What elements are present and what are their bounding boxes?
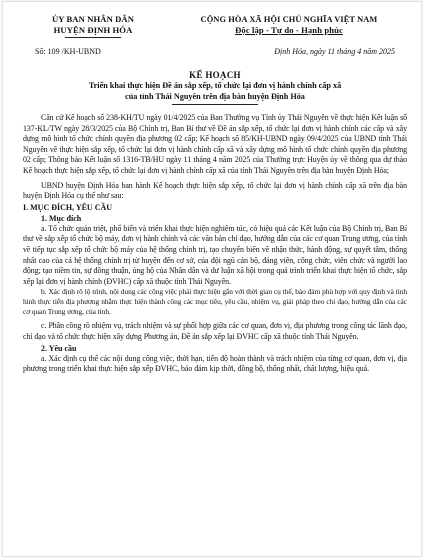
document-header xyxy=(23,14,407,38)
national-heading xyxy=(171,14,407,38)
document-body xyxy=(23,113,407,375)
document-type: KẾ HOẠCH xyxy=(189,70,241,80)
agency-district: HUYỆN ĐỊNH HÓA xyxy=(53,25,133,35)
purpose-item-c: c. Phân công rõ nhiệm vụ, trách nhiệm và sự phối hợp giữa các cơ quan, đơn vị, địa phương trong công tác lãnh đạo, chỉ đạo và tổ chức thực hiện xây dựng Phương án, Đề án sắp xếp lại ĐVHC cấp xã thuộc tỉnh Thái Nguyên. xyxy=(23,321,407,341)
subsection-requirements: 2. Yêu cầu xyxy=(41,343,77,353)
title-line-1: Triển khai thực hiện Đề án sắp xếp, tổ chức lại đơn vị hành chính cấp xã xyxy=(88,81,342,90)
requirement-item-a: a. Xác định cụ thể các nội dung công việc, thời hạn, tiến độ hoàn thành và trách nhiệm của từng cơ quan, đơn vị, địa phương trong triển khai thực hiện sắp xếp ĐVHC, bảo đảm kịp thời, đồng bộ, thống nhất, chất lượng, hiệu quả. xyxy=(23,353,407,374)
nation-name: CỘNG HÒA XÃ HỘI CHỦ NGHĨA VIỆT NAM xyxy=(200,15,378,24)
legal-basis-paragraph: Căn cứ Kế hoạch số 238-KH/TU ngày 01/4/2025 của Ban Thường vụ Tỉnh ủy Thái Nguyên về thực hiện Kết luận số 137-KL/TW ngày 28/3/2025 của Bộ Chính trị, Ban Bí thư về Đề án sắp xếp, tổ chức lại đơn vị hành chính các cấp và xây dựng mô hình tổ chức chính quyền địa phương 02 cấp; Kế hoạch số 85/KH-UBND ngày 09/4/2025 của UBND tỉnh Thái Nguyên về thực hiện sắp xếp, tổ chức lại đơn vị hành chính cấp xã và xây dựng mô hình tổ chức chính quyền địa phương 02 cấp; Thông báo Kết luận số 1316-TB/HU ngày 11 tháng 4 năm 2025 của Thường trực Huyện ủy về thông qua dự thảo Kế hoạch thực hiện sắp xếp, tổ chức lại đơn vị hành chính cấp xã của tỉnh Thái Nguyên trên địa bàn huyện Định Hóa; xyxy=(23,113,407,175)
agency-name: ỦY BAN NHÂN DÂN xyxy=(51,14,135,24)
issuing-agency xyxy=(23,14,163,38)
document-meta xyxy=(23,47,407,56)
section-heading-1: I. MỤC ĐÍCH, YÊU CẦU xyxy=(23,202,113,212)
document-title xyxy=(33,81,397,102)
document-page xyxy=(2,1,422,557)
subsection-purpose: 1. Mục đích xyxy=(41,213,82,223)
national-motto: Độc lập - Tự do - Hạnh phúc xyxy=(235,25,343,35)
title-underline xyxy=(172,104,258,105)
agency-underline xyxy=(65,37,121,38)
intro-paragraph: UBND huyện Định Hóa ban hành Kế hoạch thực hiện sắp xếp, tổ chức lại đơn vị hành chính cấp xã trên địa bàn huyện Định Hóa cụ thể như sau: xyxy=(23,180,407,201)
place-date: Định Hóa, ngày 11 tháng 4 năm 2025 xyxy=(274,47,395,56)
purpose-item-a: a. Tổ chức quán triệt, phổ biến và triển khai thực hiện nghiêm túc, có hiệu quả các Kết luận của Bộ Chính trị, Ban Bí thư về sắp xếp tổ chức bộ máy, đơn vị hành chính và các văn bản chỉ đạo, hướng dẫn của các cơ quan Trung ương, của tỉnh về tiếp tục sắp xếp tổ chức bộ máy của hệ thống chính trị, tạo chuyển biến về nhận thức, hành động, sự quyết tâm, thống nhất cao của cả hệ thống chính trị từ huyện đến cơ sở, của đội ngũ cán bộ, đảng viên, công chức, viên chức và người lao động; tạo niềm tin, sự đồng thuận, ủng hộ của Nhân dân và dư luận xã hội trong quá trình triển khai thực hiện tổ chức, sắp xếp lại đơn vị hành chính (ĐVHC) cấp xã thuộc tỉnh Thái Nguyên. xyxy=(23,223,407,286)
purpose-item-b: b. Xác định rõ lộ trình, nội dung các công việc phải thực hiện gắn với thời gian cụ thể, bảo đảm phù hợp với quy định và tình hình thực tiễn địa phương nhằm thực hiện thành công các mục tiêu, yêu cầu, nhiệm vụ, giải pháp theo chỉ đạo, hướng dẫn của các cơ quan Trung ương, của tỉnh. xyxy=(23,287,407,317)
document-number: Số: 109 /KH-UBND xyxy=(35,47,101,56)
title-line-2: của tỉnh Thái Nguyên trên địa bàn huyện Định Hóa xyxy=(125,91,305,101)
